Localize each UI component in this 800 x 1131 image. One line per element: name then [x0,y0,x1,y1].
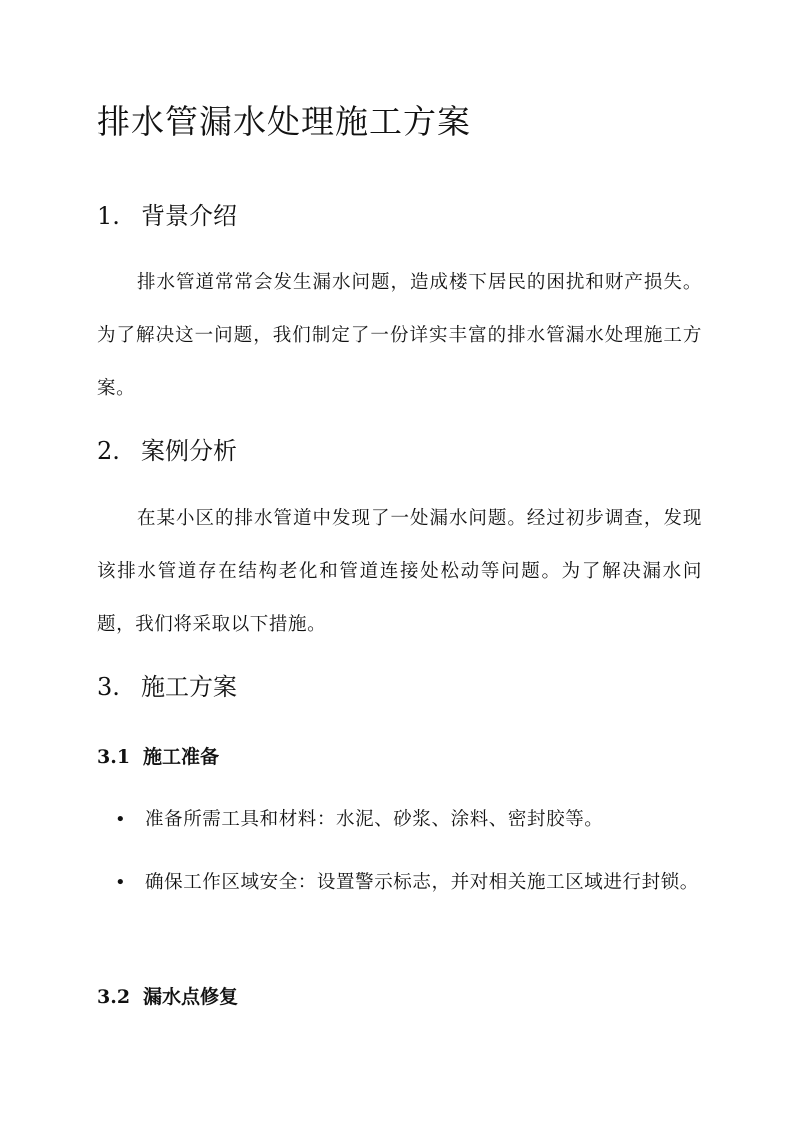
list-item-text: 确保工作区域安全：设置警示标志，并对相关施工区域进行封锁。 [145,872,699,893]
section-title: 施工方案 [141,673,237,701]
list-item [115,856,700,909]
subsection-number: 3.1 [97,746,131,768]
section-number: 2. [97,437,120,465]
subsection-heading-preparation [97,742,219,769]
section-title: 背景介绍 [141,202,237,230]
section-title: 案例分析 [141,437,237,465]
bullet-icon: • [115,872,127,893]
section-heading-construction-plan [97,667,237,702]
list-item-text: 准备所需工具和材料：水泥、砂浆、涂料、密封胶等。 [145,809,604,830]
subsection-title: 漏水点修复 [143,986,239,1008]
section-number: 1. [97,202,120,230]
list-item [115,793,700,846]
paragraph-case-analysis: 在某小区的排水管道中发现了一处漏水问题。经过初步调查，发现该排水管道存在结构老化和管道连接处松动等问题。为了解决漏水问题，我们将采取以下措施。 [97,508,702,635]
subsection-title: 施工准备 [143,746,220,768]
paragraph-background: 排水管道常常会发生漏水问题，造成楼下居民的困扰和财产损失。为了解决这一问题，我们制定了一份详实丰富的排水管漏水处理施工方案。 [97,272,702,399]
bullet-icon: • [115,809,127,830]
section-heading-background [97,196,237,231]
subsection-heading-leak-repair [97,982,238,1009]
subsection-number: 3.2 [97,986,131,1008]
page-title: 排水管漏水处理施工方案 [97,102,471,141]
section-number: 3. [97,673,120,701]
preparation-list [115,793,700,919]
section-heading-case-analysis [97,431,237,466]
